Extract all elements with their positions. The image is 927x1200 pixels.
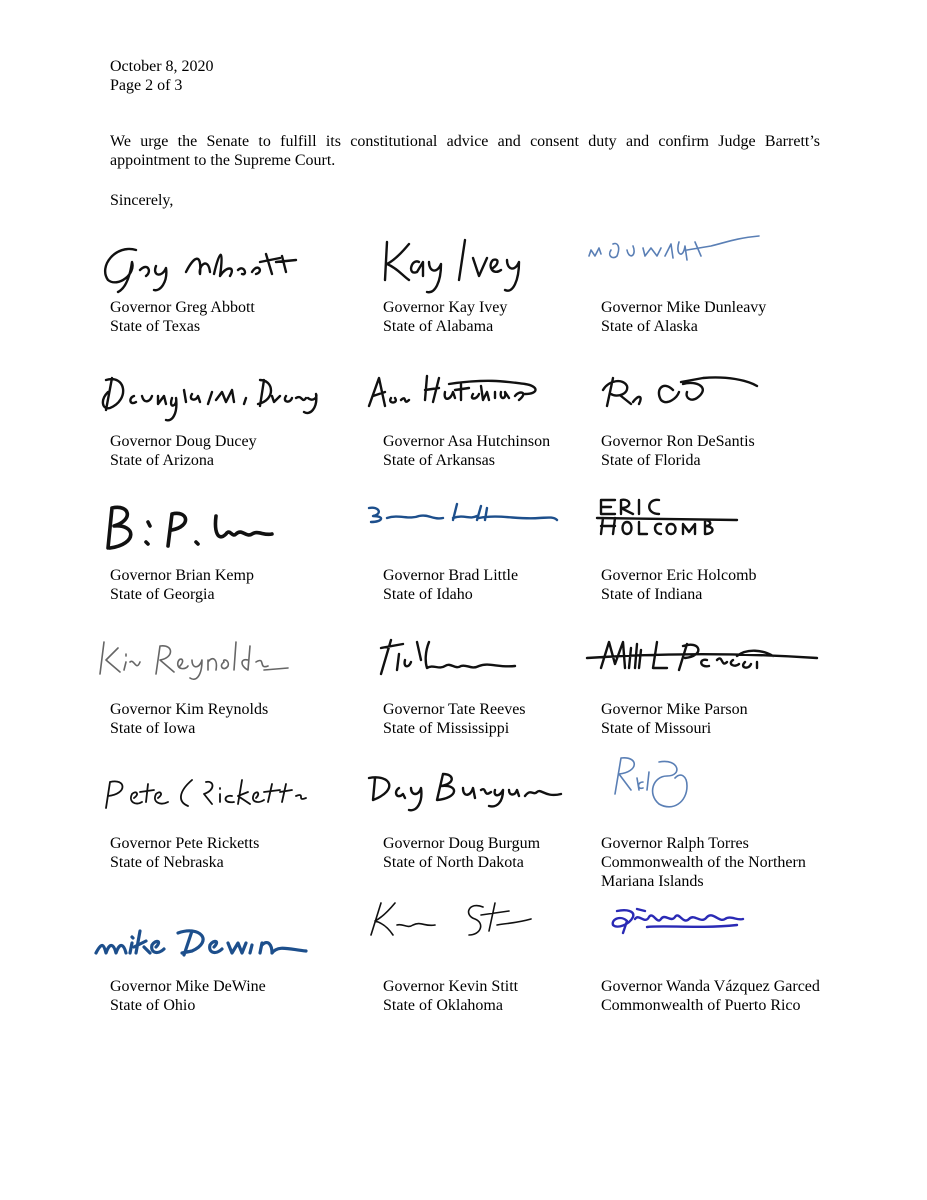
signatory-state: State of Arkansas <box>383 452 495 469</box>
signature-mike-dunleavy <box>587 236 837 296</box>
signatory-name: Governor Eric Holcomb <box>601 567 757 584</box>
signature-brian-kemp <box>96 504 346 564</box>
signatory-name: Governor Kim Reynolds <box>110 701 269 718</box>
signature-kevin-stitt <box>369 915 619 975</box>
letter-paragraph: We urge the Senate to fulfill its constitutional advice and consent duty and confirm Judge Barrett’s appointment to the Supreme Court. <box>110 133 820 169</box>
signature-doug-burgum <box>369 772 619 832</box>
signatory-name: Governor Greg Abbott <box>110 299 255 316</box>
signature-wanda-vazquez-garced <box>587 915 837 975</box>
signatory-state: State of Missouri <box>601 720 712 737</box>
signatory-state: State of Indiana <box>601 586 703 603</box>
signatory-state: State of North Dakota <box>383 854 524 871</box>
signatory-state: State of Ohio <box>110 997 196 1014</box>
signatory-name: Governor Doug Burgum <box>383 835 541 852</box>
signatory-name: Governor Doug Ducey <box>110 433 257 450</box>
signatory-name: Governor Mike Dunleavy <box>601 299 767 316</box>
signature-greg-abbott <box>96 236 346 296</box>
signatory-state: State of Oklahoma <box>383 997 503 1014</box>
signatory-name: Governor Mike DeWine <box>110 978 266 995</box>
signature-pete-ricketts <box>96 772 346 832</box>
signatory-state: State of Mississippi <box>383 720 510 737</box>
signatory-state: State of Alaska <box>601 318 698 335</box>
signature-mike-dewine <box>96 915 346 975</box>
signature-eric-holcomb <box>587 504 837 564</box>
signatory-state: State of Alabama <box>383 318 494 335</box>
signatory-state: State of Iowa <box>110 720 196 737</box>
signatory-state-continued: Mariana Islands <box>601 873 704 890</box>
signatory-state: State of Florida <box>601 452 701 469</box>
signatory-state: State of Idaho <box>383 586 473 603</box>
signatory-state: Commonwealth of Puerto Rico <box>601 997 801 1014</box>
signatory-name: Governor Brian Kemp <box>110 567 254 584</box>
signatory-name: Governor Ralph Torres <box>601 835 749 852</box>
signature-mike-parson <box>587 638 837 698</box>
signature-doug-ducey <box>96 370 346 430</box>
signature-brad-little <box>369 504 619 564</box>
signatory-name: Governor Pete Ricketts <box>110 835 260 852</box>
signatory-name: Governor Kay Ivey <box>383 299 508 316</box>
signature-kim-reynolds <box>96 638 346 698</box>
closing-salutation: Sincerely, <box>110 192 174 209</box>
signatory-state: State of Georgia <box>110 586 215 603</box>
signatory-state: State of Nebraska <box>110 854 224 871</box>
signatory-state: State of Texas <box>110 318 201 335</box>
signatory-name: Governor Wanda Vázquez Garced <box>601 978 820 995</box>
signature-kay-ivey <box>369 236 619 296</box>
signatory-state: State of Arizona <box>110 452 214 469</box>
signature-ron-desantis <box>587 370 837 430</box>
signatory-name: Governor Mike Parson <box>601 701 748 718</box>
letter-date: October 8, 2020 <box>110 58 214 75</box>
signature-asa-hutchinson <box>369 370 619 430</box>
signatory-name: Governor Tate Reeves <box>383 701 526 718</box>
signatory-name: Governor Ron DeSantis <box>601 433 755 450</box>
signatory-name: Governor Asa Hutchinson <box>383 433 551 450</box>
letter-header <box>110 57 214 95</box>
signatory-name: Governor Brad Little <box>383 567 519 584</box>
signature-ralph-torres <box>587 772 837 832</box>
signatory-state: Commonwealth of the Northern <box>601 854 806 871</box>
page-number: Page 2 of 3 <box>110 77 183 94</box>
signatory-name: Governor Kevin Stitt <box>383 978 519 995</box>
signature-tate-reeves <box>369 638 619 698</box>
